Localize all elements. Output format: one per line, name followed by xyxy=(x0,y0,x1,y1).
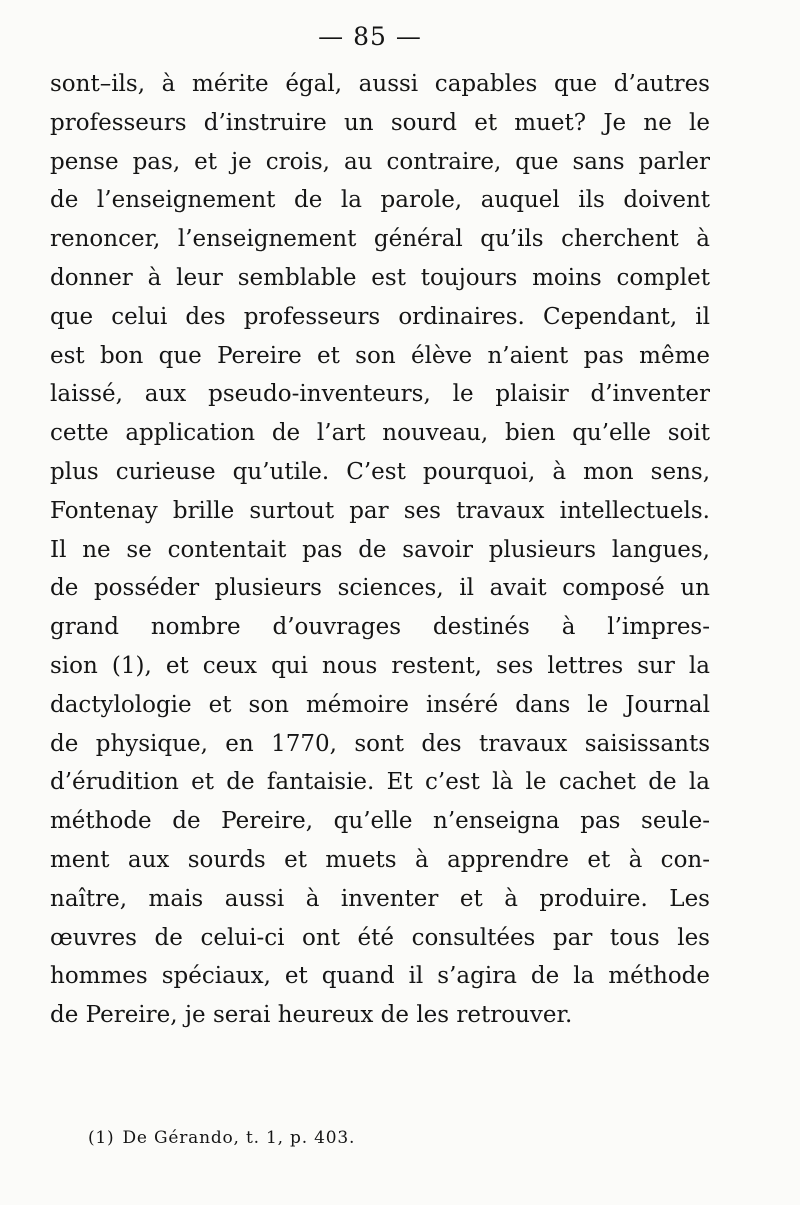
text-line: cette application de l’art nouveau, bien qu’elle soit xyxy=(50,420,710,447)
text-line: d’érudition et de fantaisie. Et c’est là le cachet de la xyxy=(50,769,710,796)
text-line: œuvres de celui-ci ont été consultées par tous les xyxy=(50,924,710,951)
text-line: renoncer, l’enseignement général qu’ils cherchent à xyxy=(50,226,710,253)
text-line: Il ne se contentait pas de savoir plusieurs langues, xyxy=(50,536,710,563)
text-line: de posséder plusieurs sciences, il avait composé un xyxy=(50,575,710,602)
text-line: de Pereire, je serai heureux de les retrouver. xyxy=(50,1002,573,1029)
text-line: Fontenay brille surtout par ses travaux intellectuels. xyxy=(50,497,710,524)
text-line: donner à leur semblable est toujours moins complet xyxy=(50,264,710,291)
text-line: naître, mais aussi à inventer et à produire. Les xyxy=(50,885,710,912)
text-line: pense pas, et je crois, au contraire, que sans parler xyxy=(50,148,710,175)
text-line: méthode de Pereire, qu’elle n’enseigna pas seule- xyxy=(50,808,710,835)
footnote xyxy=(88,1128,355,1148)
page-number: — 85 — xyxy=(318,22,422,51)
footnote-marker: (1) xyxy=(88,1128,115,1148)
footnote-text: De Gérando, t. 1, p. 403. xyxy=(122,1128,356,1148)
text-line: professeurs d’instruire un sourd et muet? Je ne le xyxy=(50,109,710,136)
text-line: est bon que Pereire et son élève n’aient pas même xyxy=(50,342,710,369)
body-text xyxy=(50,65,710,1035)
text-line: hommes spéciaux, et quand il s’agira de la méthode xyxy=(50,963,710,990)
text-line: plus curieuse qu’utile. C’est pourquoi, à mon sens, xyxy=(50,458,710,485)
text-line: sion (1), et ceux qui nous restent, ses lettres sur la xyxy=(50,652,710,679)
text-line: sont–ils, à mérite égal, aussi capables que d’autres xyxy=(50,71,710,97)
text-line: grand nombre d’ouvrages destinés à l’impres- xyxy=(50,614,710,641)
text-line: de physique, en 1770, sont des travaux saisissants xyxy=(50,730,710,757)
text-line: laissé, aux pseudo-inventeurs, le plaisir d’inventer xyxy=(50,381,710,408)
text-line: de l’enseignement de la parole, auquel ils doivent xyxy=(50,187,710,214)
text-line: dactylologie et son mémoire inséré dans le Journal xyxy=(50,691,710,718)
text-line: que celui des professeurs ordinaires. Cependant, il xyxy=(50,303,710,330)
text-line: ment aux sourds et muets à apprendre et à con- xyxy=(50,846,710,873)
